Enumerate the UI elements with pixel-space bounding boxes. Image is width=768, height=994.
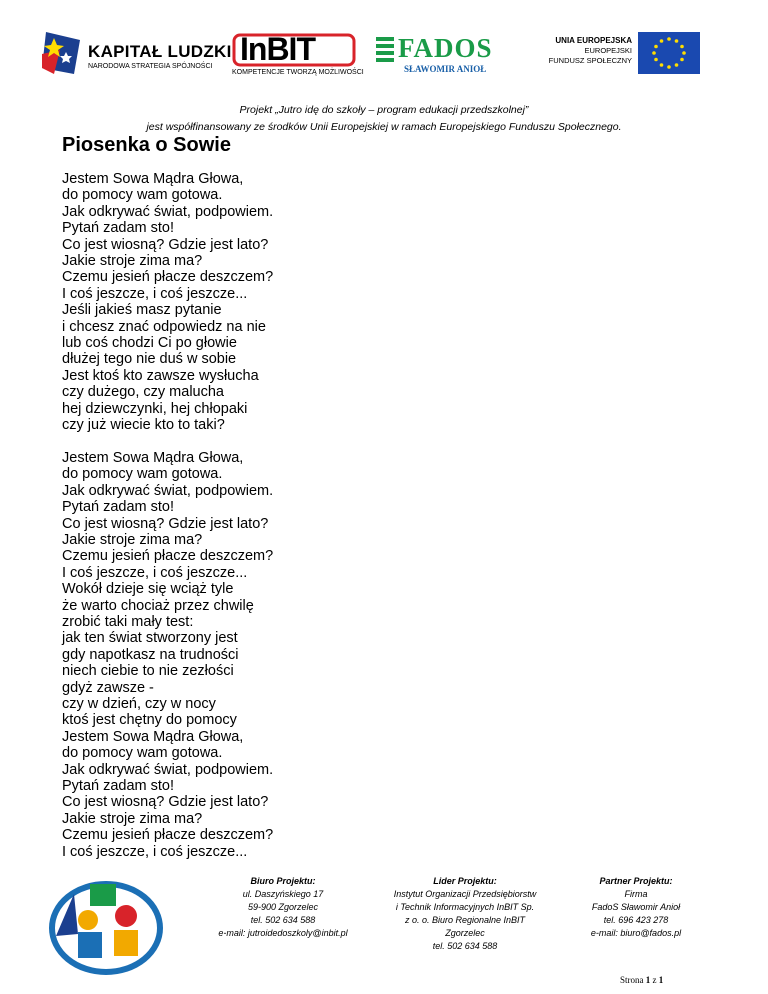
footer-line: e-mail: biuro@fados.pl bbox=[590, 928, 682, 938]
footer-lider bbox=[372, 875, 558, 953]
lyric-line: Jeśli jakieś masz pytanie bbox=[62, 302, 222, 319]
kapital-ludzki-logo bbox=[40, 28, 230, 78]
lyric-line: i chcesz znać odpowiedz na nie bbox=[62, 318, 266, 335]
lyric-line: Jakie stroje zima ma? bbox=[62, 253, 203, 270]
stanza-2 bbox=[62, 450, 273, 860]
project-line-2: jest współfinansowany ze środków Unii Europejskiej w ramach Europejskiego Funduszu Społecznego. bbox=[146, 121, 622, 133]
lyric-line: zrobić taki mały test: bbox=[62, 613, 194, 630]
lyric-line: Czemu jesień płacze deszczem? bbox=[62, 827, 274, 844]
footer-line: i Technik Informacyjnych InBIT Sp. bbox=[395, 902, 535, 912]
page-number bbox=[620, 975, 663, 985]
page-separator: z bbox=[652, 975, 657, 985]
inbit-logo bbox=[232, 33, 364, 78]
jutro-ide-do-szkoly-logo bbox=[44, 876, 164, 976]
lyric-line: Jakie stroje zima ma? bbox=[62, 531, 203, 548]
lyric-line: Co jest wiosną? Gdzie jest lato? bbox=[62, 794, 269, 811]
lyric-line: I coś jeszcze, i coś jeszcze... bbox=[62, 843, 248, 860]
lyric-line: Pytań zadam sto! bbox=[62, 220, 175, 237]
lyric-line: ktoś jest chętny do pomocy bbox=[62, 712, 237, 729]
footer-line: 59-900 Zgorzelec bbox=[247, 902, 319, 912]
kapital-ludzki-subtitle: NARODOWA STRATEGIA SPÓJNOŚCI bbox=[88, 63, 213, 70]
lyric-line: Jak odkrywać świat, podpowiem. bbox=[62, 203, 274, 220]
lyric-line: Co jest wiosną? Gdzie jest lato? bbox=[62, 236, 269, 253]
lyric-line: Jakie stroje zima ma? bbox=[62, 810, 203, 827]
stanza-gap bbox=[62, 434, 273, 450]
lyric-line: czy dużego, czy malucha bbox=[62, 384, 224, 401]
lyric-line: Jest ktoś kto zawsze wysłucha bbox=[62, 367, 259, 384]
footer-line: Zgorzelec bbox=[445, 928, 485, 938]
lyric-line: Pytań zadam sto! bbox=[62, 778, 175, 795]
lyric-line: czy w dzień, czy w nocy bbox=[62, 695, 216, 712]
stanza-1 bbox=[62, 171, 273, 434]
footer-line: Biuro Projektu: bbox=[250, 876, 316, 886]
page-current: 1 bbox=[645, 975, 651, 985]
song-lyrics bbox=[62, 171, 273, 860]
lyric-line: lub coś chodzi Ci po głowie bbox=[62, 335, 237, 352]
eu-line3: FUNDUSZ SPOŁECZNY bbox=[548, 56, 632, 65]
lyric-line: Jestem Sowa Mądra Głowa, bbox=[62, 449, 244, 466]
header-logos bbox=[40, 28, 680, 83]
footer-partner bbox=[566, 875, 706, 940]
lyric-line: do pomocy wam gotowa. bbox=[62, 745, 223, 762]
lyric-line: dłużej tego nie duś w sobie bbox=[62, 351, 237, 368]
kapital-ludzki-icon bbox=[40, 28, 84, 78]
lyric-line: do pomocy wam gotowa. bbox=[62, 187, 223, 204]
lyric-line: Jestem Sowa Mądra Głowa, bbox=[62, 728, 244, 745]
eu-stars-icon bbox=[638, 32, 700, 74]
fados-stripes-icon bbox=[376, 36, 396, 64]
lyric-line: Czemu jesień płacze deszczem? bbox=[62, 548, 274, 565]
lyric-line: jak ten świat stworzony jest bbox=[62, 630, 238, 647]
lyric-line: Pytań zadam sto! bbox=[62, 499, 175, 516]
eu-flag-icon bbox=[638, 32, 700, 74]
children-logo-icon bbox=[44, 876, 164, 976]
lyric-line: gdy napotkasz na trudności bbox=[62, 646, 239, 663]
inbit-subtitle: KOMPETENCJE TWORZĄ MOŻLIWOŚCI bbox=[232, 69, 364, 76]
lyric-line: że warto chociaż przez chwilę bbox=[62, 597, 254, 614]
footer-line: Firma bbox=[624, 889, 648, 899]
lyric-line: czy już wiecie kto to taki? bbox=[62, 417, 225, 434]
eu-line2: EUROPEJSKI bbox=[584, 46, 632, 55]
lyric-line: Czemu jesień płacze deszczem? bbox=[62, 269, 274, 286]
lyric-line: do pomocy wam gotowa. bbox=[62, 466, 223, 483]
footer-line: tel. 696 423 278 bbox=[603, 915, 669, 925]
footer-line: Lider Projektu: bbox=[433, 876, 497, 886]
fados-subtitle: SŁAWOMIR ANIOŁ bbox=[404, 64, 487, 74]
project-line-1: Projekt „Jutro idę do szkoły – program edukacji przedszkolnej” bbox=[239, 104, 529, 116]
lyric-line: hej dziewczynki, hej chłopaki bbox=[62, 400, 248, 417]
footer-line: FadoS Sławomir Anioł bbox=[591, 902, 681, 912]
fados-wordmark: FADOS bbox=[398, 33, 493, 63]
lyric-line: I coś jeszcze, i coś jeszcze... bbox=[62, 564, 248, 581]
lyric-line: Jestem Sowa Mądra Głowa, bbox=[62, 171, 244, 187]
inbit-wordmark: InBIT bbox=[240, 31, 315, 67]
footer-line: e-mail: jutroidedoszkoly@inbit.pl bbox=[218, 928, 348, 938]
footer-line: z o. o. Biuro Regionalne InBIT bbox=[404, 915, 526, 925]
fados-logo bbox=[376, 34, 501, 79]
footer-line: tel. 502 634 588 bbox=[250, 915, 316, 925]
footer-line: ul. Daszyńskiego 17 bbox=[242, 889, 324, 899]
page-label: Strona bbox=[620, 975, 644, 985]
kapital-ludzki-title: KAPITAŁ LUDZKI bbox=[88, 42, 232, 61]
lyric-line: Jak odkrywać świat, podpowiem. bbox=[62, 482, 274, 499]
lyric-line: Co jest wiosną? Gdzie jest lato? bbox=[62, 515, 269, 532]
page-total: 1 bbox=[658, 975, 664, 985]
project-info bbox=[0, 102, 768, 136]
footer-line: Partner Projektu: bbox=[599, 876, 673, 886]
footer-line: tel. 502 634 588 bbox=[432, 941, 498, 951]
footer-line: Instytut Organizacji Przedsiębiorstw bbox=[393, 889, 537, 899]
lyric-line: gdyż zawsze - bbox=[62, 679, 154, 696]
lyric-line: Jak odkrywać świat, podpowiem. bbox=[62, 761, 274, 778]
eu-line1: UNIA EUROPEJSKA bbox=[555, 36, 632, 45]
lyric-line: niech ciebie to nie zezłości bbox=[62, 663, 234, 680]
lyric-line: I coś jeszcze, i coś jeszcze... bbox=[62, 285, 248, 302]
eu-text bbox=[508, 36, 632, 66]
lyric-line: Wokół dzieje się wciąż tyle bbox=[62, 581, 234, 598]
page-title: Piosenka o Sowie bbox=[62, 134, 231, 156]
footer-biuro bbox=[200, 875, 366, 940]
